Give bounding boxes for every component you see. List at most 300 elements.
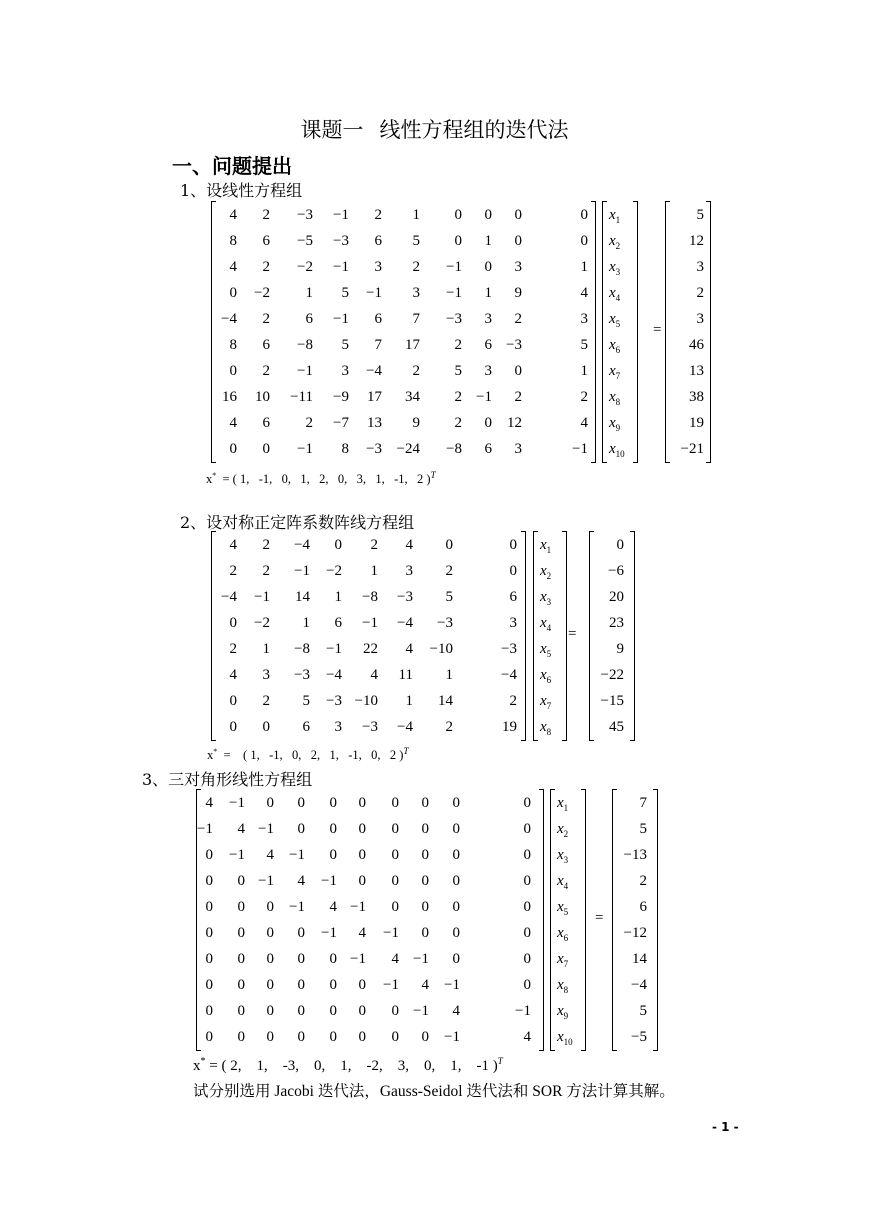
matrix-cell: 0 bbox=[452, 951, 460, 967]
matrix-cell: 0 bbox=[523, 925, 531, 941]
matrix-cell: −1 bbox=[289, 847, 305, 863]
matrix-cell: −1 bbox=[321, 925, 337, 941]
matrix-cell: 8 bbox=[341, 441, 349, 457]
matrix-cell: 4 bbox=[358, 925, 366, 941]
problem-2-unknown-vector bbox=[533, 532, 567, 740]
matrix-cell: 1 bbox=[305, 285, 313, 301]
unknown-variable: $x_5$ bbox=[540, 641, 552, 659]
matrix-cell: 17 bbox=[367, 389, 382, 405]
unknown-variable: $x_3$ bbox=[540, 589, 552, 607]
rhs-value: 2 bbox=[696, 285, 704, 301]
matrix-cell: −3 bbox=[366, 441, 382, 457]
method-instructions: 试分别选用 Jacobi 迭代法，Gauss-Seidol 迭代法和 SOR 方法计算其解。 bbox=[193, 1083, 675, 1100]
matrix-cell: 3 bbox=[514, 259, 522, 275]
matrix-cell: 6 bbox=[302, 719, 310, 735]
matrix-cell: −4 bbox=[326, 667, 342, 683]
matrix-cell: 0 bbox=[329, 1029, 337, 1045]
rhs-row bbox=[613, 842, 657, 868]
matrix-cell: 4 bbox=[229, 259, 237, 275]
rhs-row bbox=[666, 306, 710, 332]
matrix-cell: 0 bbox=[454, 207, 462, 223]
rhs-value: 23 bbox=[609, 615, 624, 631]
unknown-row bbox=[534, 714, 566, 740]
matrix-cell: 14 bbox=[438, 693, 453, 709]
matrix-cell: 9 bbox=[514, 285, 522, 301]
rhs-row bbox=[613, 816, 657, 842]
matrix-cell: −4 bbox=[397, 615, 413, 631]
rhs-value: 3 bbox=[696, 311, 704, 327]
matrix-cell: −1 bbox=[350, 951, 366, 967]
matrix-cell: 0 bbox=[229, 363, 237, 379]
matrix-cell: −1 bbox=[476, 389, 492, 405]
matrix-cell: 0 bbox=[421, 821, 429, 837]
matrix-cell: 0 bbox=[237, 977, 245, 993]
rhs-value: −4 bbox=[631, 977, 647, 993]
matrix-cell: 7 bbox=[412, 311, 420, 327]
matrix-row bbox=[197, 842, 543, 868]
matrix-cell: 0 bbox=[297, 1003, 305, 1019]
rhs-value: 38 bbox=[689, 389, 704, 405]
matrix-cell: −1 bbox=[297, 363, 313, 379]
matrix-cell: 1 bbox=[445, 667, 453, 683]
matrix-cell: −11 bbox=[290, 389, 313, 405]
matrix-cell: 6 bbox=[262, 337, 270, 353]
unknown-row bbox=[551, 842, 585, 868]
rhs-row bbox=[666, 202, 710, 228]
rhs-value: 9 bbox=[616, 641, 624, 657]
matrix-cell: 1 bbox=[580, 259, 588, 275]
matrix-cell: 0 bbox=[452, 925, 460, 941]
matrix-cell: −7 bbox=[333, 415, 349, 431]
rhs-value: −22 bbox=[600, 667, 624, 683]
matrix-row bbox=[212, 662, 525, 688]
problem-1-heading: 1、设线性方程组 bbox=[180, 181, 303, 200]
rhs-row bbox=[666, 332, 710, 358]
matrix-cell: −4 bbox=[294, 537, 310, 553]
matrix-cell: 0 bbox=[514, 207, 522, 223]
matrix-cell: 6 bbox=[262, 415, 270, 431]
matrix-cell: 0 bbox=[580, 233, 588, 249]
rhs-value: 20 bbox=[609, 589, 624, 605]
matrix-cell: 22 bbox=[363, 641, 378, 657]
matrix-cell: 0 bbox=[391, 795, 399, 811]
matrix-cell: 34 bbox=[405, 389, 420, 405]
matrix-cell: 0 bbox=[509, 563, 517, 579]
matrix-row bbox=[212, 384, 595, 410]
rhs-row bbox=[590, 714, 634, 740]
rhs-value: 12 bbox=[689, 233, 704, 249]
matrix-cell: 0 bbox=[266, 951, 274, 967]
matrix-cell: 0 bbox=[391, 899, 399, 915]
matrix-cell: 0 bbox=[237, 1029, 245, 1045]
unknown-row bbox=[551, 946, 585, 972]
matrix-cell: −1 bbox=[289, 899, 305, 915]
matrix-cell: −1 bbox=[444, 977, 460, 993]
matrix-cell: −5 bbox=[297, 233, 313, 249]
unknown-variable: $x_7$ bbox=[557, 951, 569, 969]
matrix-cell: 2 bbox=[374, 207, 382, 223]
matrix-cell: 2 bbox=[262, 693, 270, 709]
matrix-cell: 0 bbox=[297, 951, 305, 967]
matrix-cell: 4 bbox=[523, 1029, 531, 1045]
matrix-cell: 17 bbox=[405, 337, 420, 353]
problem-2-equals-sign: = bbox=[568, 626, 577, 642]
matrix-cell: 0 bbox=[297, 925, 305, 941]
matrix-row bbox=[212, 410, 595, 436]
unknown-row bbox=[603, 202, 637, 228]
matrix-row bbox=[197, 998, 543, 1024]
matrix-cell: 6 bbox=[305, 311, 313, 327]
unknown-row bbox=[603, 436, 637, 462]
matrix-cell: 0 bbox=[229, 285, 237, 301]
matrix-cell: 1 bbox=[580, 363, 588, 379]
matrix-cell: −9 bbox=[333, 389, 349, 405]
matrix-cell: 19 bbox=[502, 719, 517, 735]
matrix-cell: 0 bbox=[205, 925, 213, 941]
unknown-row bbox=[603, 228, 637, 254]
matrix-cell: 0 bbox=[237, 873, 245, 889]
matrix-row bbox=[197, 920, 543, 946]
matrix-cell: 4 bbox=[297, 873, 305, 889]
rhs-row bbox=[613, 946, 657, 972]
matrix-cell: 3 bbox=[405, 563, 413, 579]
unknown-variable: $x_1$ bbox=[557, 795, 569, 813]
matrix-cell: 2 bbox=[454, 415, 462, 431]
matrix-cell: 4 bbox=[329, 899, 337, 915]
matrix-row bbox=[212, 558, 525, 584]
matrix-cell: 6 bbox=[484, 441, 492, 457]
matrix-cell: 0 bbox=[484, 207, 492, 223]
rhs-row bbox=[613, 920, 657, 946]
page-number: - 1 - bbox=[712, 1120, 739, 1134]
rhs-row bbox=[613, 972, 657, 998]
rhs-value: 3 bbox=[696, 259, 704, 275]
rhs-row bbox=[666, 384, 710, 410]
matrix-row bbox=[212, 532, 525, 558]
matrix-cell: −1 bbox=[383, 925, 399, 941]
matrix-cell: 1 bbox=[302, 615, 310, 631]
problem-2-solution: x* = ( 1, -1, 0, 2, 1, -1, 0, 2 )$^T$ bbox=[207, 746, 409, 763]
matrix-cell: 4 bbox=[229, 207, 237, 223]
rhs-value: 5 bbox=[696, 207, 704, 223]
matrix-cell: 3 bbox=[341, 363, 349, 379]
matrix-cell: 0 bbox=[421, 925, 429, 941]
matrix-cell: 0 bbox=[329, 847, 337, 863]
matrix-cell: 0 bbox=[329, 977, 337, 993]
unknown-row bbox=[534, 584, 566, 610]
matrix-cell: 0 bbox=[266, 795, 274, 811]
matrix-cell: −1 bbox=[197, 821, 213, 837]
matrix-cell: 6 bbox=[374, 311, 382, 327]
matrix-cell: 3 bbox=[580, 311, 588, 327]
matrix-cell: 5 bbox=[580, 337, 588, 353]
matrix-cell: 0 bbox=[229, 693, 237, 709]
matrix-cell: 6 bbox=[509, 589, 517, 605]
unknown-variable: $x_4$ bbox=[540, 615, 552, 633]
unknown-variable: $x_4$ bbox=[609, 285, 621, 303]
matrix-cell: 1 bbox=[412, 207, 420, 223]
matrix-cell: 8 bbox=[229, 233, 237, 249]
matrix-cell: 0 bbox=[391, 873, 399, 889]
unknown-row bbox=[551, 894, 585, 920]
rhs-value: 2 bbox=[639, 873, 647, 889]
matrix-cell: 2 bbox=[262, 563, 270, 579]
unknown-variable: $x_7$ bbox=[540, 693, 552, 711]
rhs-value: 5 bbox=[639, 1003, 647, 1019]
matrix-cell: 16 bbox=[222, 389, 237, 405]
matrix-cell: 0 bbox=[205, 1003, 213, 1019]
unknown-variable: $x_8$ bbox=[557, 977, 569, 995]
unknown-variable: $x_7$ bbox=[609, 363, 621, 381]
matrix-cell: 4 bbox=[580, 415, 588, 431]
unknown-variable: $x_2$ bbox=[557, 821, 569, 839]
rhs-value: 6 bbox=[639, 899, 647, 915]
matrix-cell: 0 bbox=[237, 925, 245, 941]
matrix-row bbox=[197, 790, 543, 816]
problem-2-coefficient-matrix bbox=[211, 532, 526, 740]
matrix-cell: −3 bbox=[333, 233, 349, 249]
matrix-cell: 2 bbox=[262, 207, 270, 223]
matrix-cell: 0 bbox=[445, 537, 453, 553]
matrix-cell: −24 bbox=[396, 441, 420, 457]
matrix-cell: 2 bbox=[445, 719, 453, 735]
matrix-cell: −4 bbox=[221, 311, 237, 327]
matrix-cell: −1 bbox=[350, 899, 366, 915]
unknown-row bbox=[534, 532, 566, 558]
matrix-cell: 4 bbox=[421, 977, 429, 993]
unknown-row bbox=[534, 636, 566, 662]
matrix-cell: −1 bbox=[254, 589, 270, 605]
matrix-cell: 4 bbox=[205, 795, 213, 811]
matrix-cell: 0 bbox=[237, 899, 245, 915]
matrix-row bbox=[197, 972, 543, 998]
matrix-cell: 2 bbox=[454, 389, 462, 405]
rhs-row bbox=[613, 1024, 657, 1050]
unknown-row bbox=[551, 868, 585, 894]
matrix-cell: −3 bbox=[397, 589, 413, 605]
matrix-cell: 0 bbox=[358, 873, 366, 889]
unknown-variable: $x_2$ bbox=[609, 233, 621, 251]
matrix-cell: 0 bbox=[205, 1029, 213, 1045]
matrix-cell: −1 bbox=[515, 1003, 531, 1019]
matrix-cell: −1 bbox=[333, 259, 349, 275]
matrix-row bbox=[212, 280, 595, 306]
matrix-cell: 0 bbox=[266, 1029, 274, 1045]
unknown-variable: $x_{10}$ bbox=[609, 441, 625, 459]
unknown-variable: $x_2$ bbox=[540, 563, 552, 581]
matrix-cell: 0 bbox=[523, 951, 531, 967]
rhs-row bbox=[590, 636, 634, 662]
matrix-cell: −1 bbox=[333, 207, 349, 223]
rhs-value: 7 bbox=[639, 795, 647, 811]
unknown-row bbox=[534, 610, 566, 636]
matrix-cell: 4 bbox=[229, 667, 237, 683]
matrix-cell: 0 bbox=[229, 441, 237, 457]
matrix-cell: 0 bbox=[205, 847, 213, 863]
problem-3-rhs-vector bbox=[612, 790, 658, 1050]
unknown-variable: $x_{10}$ bbox=[557, 1029, 573, 1047]
matrix-cell: 4 bbox=[229, 415, 237, 431]
matrix-cell: 6 bbox=[374, 233, 382, 249]
rhs-row bbox=[613, 790, 657, 816]
matrix-cell: 4 bbox=[266, 847, 274, 863]
matrix-cell: 0 bbox=[229, 719, 237, 735]
rhs-row bbox=[613, 998, 657, 1024]
unknown-row bbox=[551, 816, 585, 842]
matrix-cell: 0 bbox=[329, 951, 337, 967]
matrix-cell: −1 bbox=[229, 795, 245, 811]
matrix-row bbox=[197, 816, 543, 842]
matrix-cell: 5 bbox=[302, 693, 310, 709]
matrix-cell: −3 bbox=[506, 337, 522, 353]
matrix-cell: 1 bbox=[370, 563, 378, 579]
rhs-value: 13 bbox=[689, 363, 704, 379]
matrix-cell: 0 bbox=[266, 1003, 274, 1019]
matrix-cell: 0 bbox=[523, 821, 531, 837]
unknown-variable: $x_9$ bbox=[557, 1003, 569, 1021]
problem-3-unknown-vector bbox=[550, 790, 586, 1050]
matrix-cell: 2 bbox=[445, 563, 453, 579]
unknown-variable: $x_3$ bbox=[557, 847, 569, 865]
matrix-cell: 8 bbox=[229, 337, 237, 353]
rhs-row bbox=[590, 662, 634, 688]
matrix-cell: −8 bbox=[446, 441, 462, 457]
matrix-cell: 0 bbox=[523, 847, 531, 863]
matrix-cell: 0 bbox=[580, 207, 588, 223]
rhs-value: 0 bbox=[616, 537, 624, 553]
matrix-cell: 0 bbox=[358, 847, 366, 863]
unknown-variable: $x_8$ bbox=[609, 389, 621, 407]
matrix-cell: 13 bbox=[367, 415, 382, 431]
rhs-value: 46 bbox=[689, 337, 704, 353]
matrix-cell: 6 bbox=[262, 233, 270, 249]
matrix-cell: −1 bbox=[258, 821, 274, 837]
matrix-cell: 0 bbox=[266, 925, 274, 941]
matrix-cell: 0 bbox=[229, 615, 237, 631]
matrix-cell: 2 bbox=[412, 363, 420, 379]
unknown-row bbox=[551, 972, 585, 998]
matrix-cell: −1 bbox=[333, 311, 349, 327]
unknown-row bbox=[603, 280, 637, 306]
matrix-cell: 3 bbox=[484, 311, 492, 327]
rhs-value: 45 bbox=[609, 719, 624, 735]
matrix-cell: 0 bbox=[452, 873, 460, 889]
problem-3-solution: x* = ( 2, 1, -3, 0, 1, -2, 3, 0, 1, -1 )$^T$ bbox=[193, 1056, 503, 1074]
rhs-value: −5 bbox=[631, 1029, 647, 1045]
matrix-cell: 14 bbox=[295, 589, 310, 605]
problem-1-solution: x* = ( 1, -1, 0, 1, 2, 0, 3, 1, -1, 2 )$^T$ bbox=[206, 470, 436, 487]
matrix-cell: −10 bbox=[429, 641, 453, 657]
matrix-cell: 0 bbox=[205, 899, 213, 915]
title-part-1: 课题一 bbox=[300, 118, 364, 142]
matrix-cell: 0 bbox=[509, 537, 517, 553]
unknown-row bbox=[534, 662, 566, 688]
unknown-row bbox=[603, 306, 637, 332]
matrix-cell: 5 bbox=[341, 337, 349, 353]
matrix-cell: −4 bbox=[221, 589, 237, 605]
matrix-cell: −3 bbox=[501, 641, 517, 657]
matrix-cell: 7 bbox=[374, 337, 382, 353]
matrix-cell: −3 bbox=[294, 667, 310, 683]
matrix-cell: 4 bbox=[229, 537, 237, 553]
matrix-cell: 2 bbox=[454, 337, 462, 353]
matrix-cell: 0 bbox=[391, 1029, 399, 1045]
unknown-variable: $x_4$ bbox=[557, 873, 569, 891]
matrix-cell: 2 bbox=[370, 537, 378, 553]
matrix-cell: 2 bbox=[514, 311, 522, 327]
matrix-cell: 0 bbox=[266, 899, 274, 915]
matrix-cell: 0 bbox=[205, 873, 213, 889]
matrix-cell: 1 bbox=[484, 233, 492, 249]
problem-2-heading: 2、设对称正定阵系数阵线方程组 bbox=[180, 513, 415, 532]
matrix-cell: 0 bbox=[484, 259, 492, 275]
matrix-cell: 0 bbox=[523, 873, 531, 889]
matrix-cell: −1 bbox=[326, 641, 342, 657]
matrix-cell: 0 bbox=[334, 537, 342, 553]
unknown-row bbox=[551, 790, 585, 816]
unknown-variable: $x_1$ bbox=[540, 537, 552, 555]
matrix-cell: −1 bbox=[297, 441, 313, 457]
matrix-cell: 0 bbox=[421, 899, 429, 915]
matrix-cell: 3 bbox=[509, 615, 517, 631]
problem-1-equals-sign: = bbox=[653, 322, 662, 338]
matrix-cell: 1 bbox=[334, 589, 342, 605]
matrix-cell: 3 bbox=[484, 363, 492, 379]
unknown-row bbox=[603, 384, 637, 410]
matrix-row bbox=[212, 332, 595, 358]
matrix-cell: 5 bbox=[445, 589, 453, 605]
matrix-cell: 0 bbox=[391, 821, 399, 837]
matrix-cell: 0 bbox=[523, 977, 531, 993]
matrix-cell: −8 bbox=[362, 589, 378, 605]
matrix-cell: 1 bbox=[405, 693, 413, 709]
unknown-variable: $x_6$ bbox=[609, 337, 621, 355]
unknown-row bbox=[603, 254, 637, 280]
matrix-cell: 0 bbox=[262, 719, 270, 735]
problem-3-heading: 3、三对角形线性方程组 bbox=[142, 770, 313, 789]
rhs-row bbox=[666, 280, 710, 306]
matrix-cell: −3 bbox=[362, 719, 378, 735]
matrix-cell: 3 bbox=[334, 719, 342, 735]
matrix-cell: 10 bbox=[255, 389, 270, 405]
matrix-cell: 0 bbox=[523, 795, 531, 811]
matrix-cell: −1 bbox=[444, 1029, 460, 1045]
matrix-cell: 5 bbox=[454, 363, 462, 379]
matrix-cell: 11 bbox=[398, 667, 413, 683]
matrix-cell: 0 bbox=[523, 899, 531, 915]
matrix-cell: 4 bbox=[391, 951, 399, 967]
matrix-cell: 3 bbox=[374, 259, 382, 275]
matrix-cell: 2 bbox=[262, 363, 270, 379]
matrix-row bbox=[212, 228, 595, 254]
matrix-cell: 12 bbox=[507, 415, 522, 431]
problem-2-rhs-vector bbox=[589, 532, 635, 740]
matrix-cell: 0 bbox=[297, 821, 305, 837]
matrix-row bbox=[197, 1024, 543, 1050]
matrix-row bbox=[212, 714, 525, 740]
matrix-cell: 3 bbox=[412, 285, 420, 301]
matrix-cell: 0 bbox=[297, 977, 305, 993]
matrix-cell: −2 bbox=[297, 259, 313, 275]
matrix-cell: 5 bbox=[341, 285, 349, 301]
matrix-cell: 2 bbox=[509, 693, 517, 709]
matrix-cell: 0 bbox=[237, 951, 245, 967]
rhs-row bbox=[590, 558, 634, 584]
matrix-cell: −1 bbox=[446, 285, 462, 301]
matrix-row bbox=[197, 894, 543, 920]
matrix-row bbox=[197, 946, 543, 972]
matrix-cell: −2 bbox=[254, 615, 270, 631]
